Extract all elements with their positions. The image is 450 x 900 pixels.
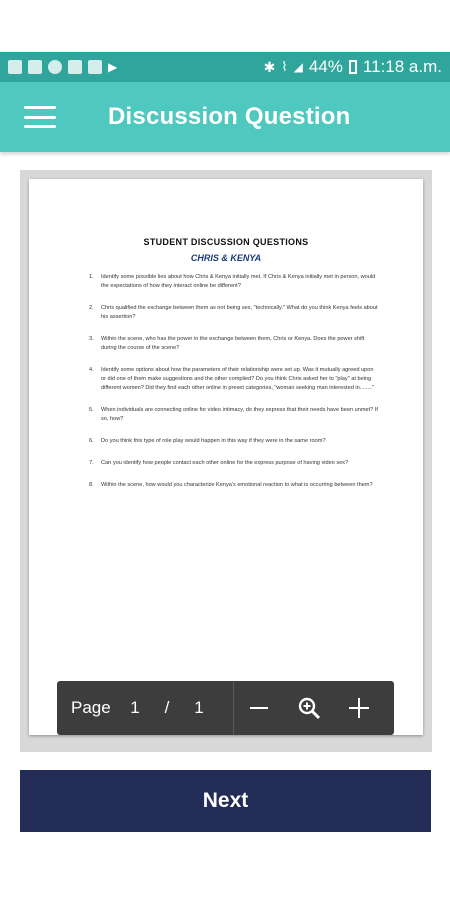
vibrate-icon: ⌇ bbox=[281, 59, 288, 74]
top-blank-area bbox=[0, 0, 450, 52]
question-item: 1. Identify some possible lies about how Chris & Kenya initially met. If Chris & Kenya initially met in person, would the expectations of how they interact online be different? bbox=[89, 274, 376, 289]
pdf-page bbox=[29, 179, 423, 735]
question-item: 2. Chris qualified the exchange between them as not being sex, "technically." What do you think Kenya feels about his assertion? bbox=[89, 305, 378, 320]
battery-icon bbox=[349, 60, 357, 74]
document-icon bbox=[28, 60, 42, 74]
page-total: 1 bbox=[194, 698, 204, 717]
page-separator: / bbox=[164, 698, 170, 717]
image-icon bbox=[8, 60, 22, 74]
minus-icon bbox=[250, 707, 268, 709]
zoom-out-button[interactable] bbox=[234, 681, 284, 735]
page-title: Discussion Question bbox=[108, 103, 351, 130]
page-label: Page bbox=[71, 698, 111, 717]
question-list bbox=[89, 273, 379, 503]
mail-icon bbox=[88, 60, 102, 74]
hamburger-menu-icon[interactable] bbox=[24, 106, 56, 128]
zoom-button[interactable] bbox=[284, 681, 334, 735]
document-title: STUDENT DISCUSSION QUESTIONS bbox=[143, 237, 309, 247]
clock: 11:18 a.m. bbox=[362, 57, 442, 76]
next-button[interactable]: Next bbox=[20, 770, 431, 832]
bluetooth-icon: ✱ bbox=[263, 58, 276, 75]
question-item: 7. Can you identify how people contact each other online for the express purpose of having video sex? bbox=[89, 460, 349, 466]
photo-icon bbox=[68, 60, 82, 74]
page-toolbar bbox=[57, 681, 394, 735]
signal-icon: ◢ bbox=[293, 60, 303, 74]
globe-icon bbox=[48, 60, 62, 74]
question-item: 6. Do you think this type of role play would happen in this way if they were in the same room? bbox=[89, 438, 326, 444]
question-item: 8. Within the scene, how would you characterize Kenya's emotional reaction to what is occurring between them? bbox=[89, 482, 373, 488]
document-subtitle: CHRIS & KENYA bbox=[190, 253, 262, 263]
status-bar bbox=[0, 52, 450, 82]
battery-percent: 44% bbox=[308, 57, 343, 76]
app-bar bbox=[0, 82, 450, 152]
pdf-viewer[interactable] bbox=[20, 170, 432, 752]
question-item: 3. Within the scene, who has the power in the exchange between them, Chris or Kenya. Does the power shift during the course of the scene? bbox=[89, 336, 365, 351]
question-item: 4. Identify some options about how the parameters of their relationship were set up. Was it mutually agreed upon or did one of them make suggestions and the other complied? Do you think Chris asked her to "play" at being different women? Did they find each other online in preset categories, "woman seeking man interested in........" bbox=[89, 367, 375, 391]
zoom-in-button[interactable] bbox=[334, 681, 384, 735]
plus-icon bbox=[349, 698, 369, 718]
zoom-icon bbox=[297, 696, 321, 720]
play-store-icon: ▶ bbox=[108, 60, 118, 74]
page-current[interactable]: 1 bbox=[130, 698, 140, 717]
question-item: 5. When individuals are connecting online for video intimacy, do they express that their needs have been unmet? If so, how? bbox=[89, 407, 378, 422]
